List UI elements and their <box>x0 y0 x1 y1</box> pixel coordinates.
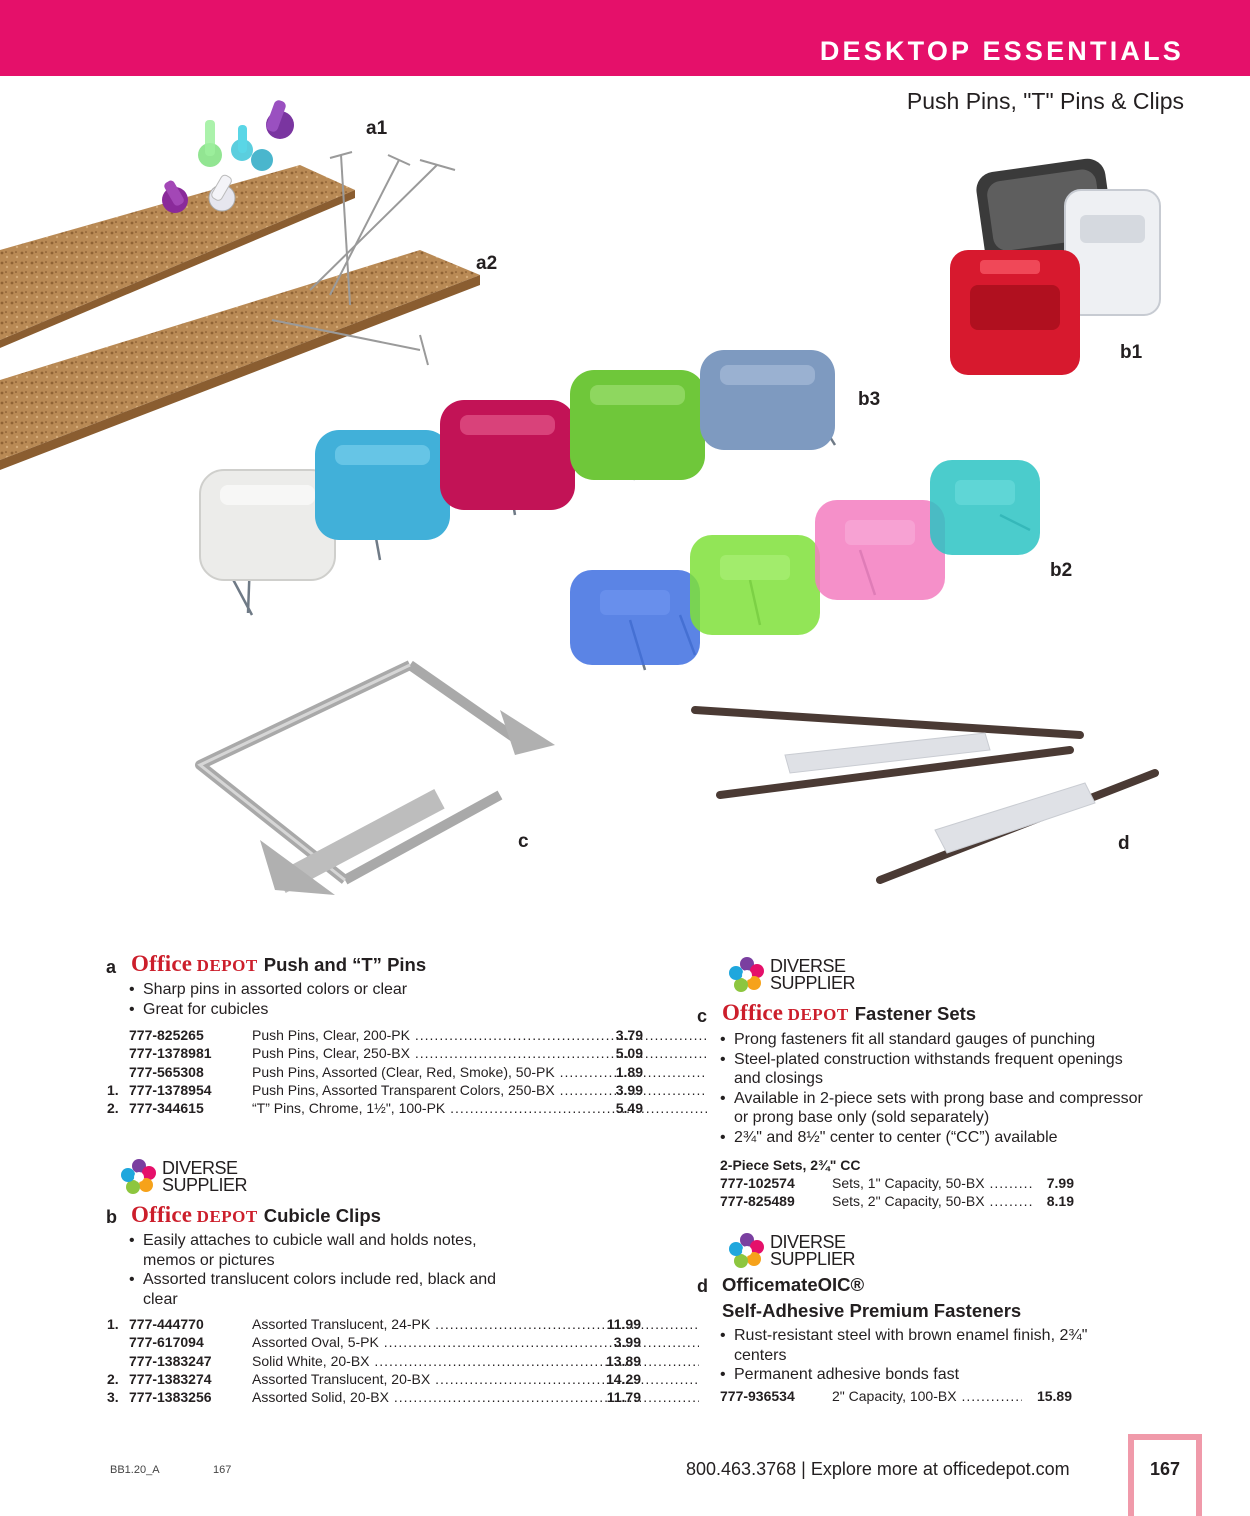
bullet: • Assorted translucent colors include red, black and clear <box>129 1270 524 1309</box>
sku-code: 777-1383274 <box>129 1370 212 1387</box>
fastener-set-c-photo <box>170 655 560 905</box>
sku-description: Push Pins, Assorted (Clear, Red, Smoke), 50-PK ..... <box>252 1063 707 1081</box>
office-depot-logo-office: Office <box>722 1000 784 1025</box>
sku-price: 7.99 <box>1046 1175 1074 1191</box>
label-d: d <box>1118 833 1130 854</box>
diverse-supplier-logo <box>120 1158 280 1198</box>
section-a-bullets <box>129 980 489 1019</box>
sku-row <box>107 1388 647 1406</box>
cubicle-clips-b1-photo <box>940 155 1180 385</box>
sku-code: 777-1383247 <box>129 1352 212 1369</box>
section-b-title: Cubicle Clips <box>263 1205 381 1226</box>
sku-description: Solid White, 20-BX ..... <box>252 1352 699 1370</box>
office-depot-logo-depot: DEPOT <box>196 956 258 975</box>
bullet: • Prong fasteners fit all standard gauges of punching <box>720 1030 1150 1050</box>
sku-code: 777-344615 <box>129 1100 204 1117</box>
diverse-supplier-logo <box>728 1232 888 1272</box>
sku-row <box>107 1352 647 1370</box>
header-banner <box>0 0 1250 76</box>
section-a-sku-table <box>107 1026 647 1117</box>
sku-code: 777-444770 <box>129 1316 204 1332</box>
section-c-sku-table <box>720 1174 1080 1211</box>
footer-small-page: 167 <box>213 1464 232 1476</box>
sku-row <box>107 1315 647 1333</box>
bullet: • Rust-resistant steel with brown enamel finish, 2¾" centers <box>720 1326 1100 1365</box>
office-depot-logo-office: Office <box>131 951 193 976</box>
section-c-heading <box>722 1000 976 1026</box>
footer-explore-link[interactable]: Explore more at officedepot.com <box>810 1459 1070 1479</box>
sku-row <box>107 1333 647 1351</box>
sku-price: 14.29 <box>605 1370 641 1387</box>
sku-number: 2. <box>107 1370 119 1387</box>
sku-row <box>107 1081 647 1099</box>
footer-code: BB1.20_A <box>110 1464 160 1476</box>
bullet: • Easily attaches to cubicle wall and holds notes, memos or pictures <box>129 1231 524 1270</box>
label-b1: b1 <box>1120 342 1143 363</box>
diverse-supplier-logo <box>728 956 888 996</box>
page-subtitle: Push Pins, "T" Pins & Clips <box>906 88 1184 114</box>
section-c-bullets <box>720 1030 1150 1147</box>
sku-number: 1. <box>107 1316 119 1332</box>
section-b-sku-table <box>107 1315 647 1406</box>
sku-row <box>107 1026 647 1044</box>
bullet: • 2¾" and 8½" center to center (“CC”) available <box>720 1128 1150 1148</box>
diverse-supplier-text <box>770 958 855 992</box>
sku-row <box>720 1387 1080 1405</box>
sku-code: 777-825265 <box>129 1027 204 1043</box>
sku-price: 1.89 <box>615 1063 643 1080</box>
label-b2: b2 <box>1050 560 1073 581</box>
sku-code: 777-617094 <box>129 1334 204 1351</box>
section-d-letter: d <box>697 1276 708 1296</box>
bullet: • Great for cubicles <box>129 1000 489 1020</box>
bullet: • Steel-plated construction withstands frequent openings and closings <box>720 1050 1150 1089</box>
office-depot-logo-office: Office <box>131 1202 193 1227</box>
sku-price: 11.79 <box>606 1389 641 1406</box>
sku-price: 5.09 <box>615 1045 643 1062</box>
section-d-title: Self-Adhesive Premium Fasteners <box>722 1300 1022 1321</box>
bullet: • Available in 2-piece sets with prong base and compressor or prong base only (sold separately) <box>720 1089 1150 1128</box>
sku-row <box>107 1063 647 1081</box>
sku-code: 777-1378981 <box>129 1045 212 1062</box>
section-c-letter: c <box>697 1006 708 1026</box>
section-b-heading <box>131 1202 381 1228</box>
diverse-line-1: DIVERSE <box>770 956 846 976</box>
sku-price: 3.99 <box>613 1334 641 1351</box>
sku-number: 2. <box>107 1100 119 1117</box>
sku-row <box>720 1192 1080 1210</box>
section-c-title: Fastener Sets <box>854 1003 977 1024</box>
sku-code: 777-825489 <box>720 1193 795 1210</box>
sku-row <box>720 1174 1080 1192</box>
office-depot-logo-depot: DEPOT <box>787 1005 849 1024</box>
footer-separator: | <box>801 1459 806 1479</box>
sku-description: Assorted Translucent, 20-BX ..... <box>252 1370 699 1388</box>
bullet: • Permanent adhesive bonds fast <box>720 1365 1100 1385</box>
sku-code: 777-1383256 <box>129 1389 212 1406</box>
office-depot-logo-depot: DEPOT <box>196 1207 258 1226</box>
diverse-supplier-text <box>770 1234 855 1268</box>
sku-price: 3.99 <box>615 1081 643 1098</box>
sku-description: “T” Pins, Chrome, 1½", 100-PK ..... <box>252 1099 707 1117</box>
sku-price: 8.19 <box>1046 1193 1074 1210</box>
diverse-line-2: SUPPLIER <box>770 973 856 993</box>
diverse-line-2: SUPPLIER <box>162 1175 248 1195</box>
section-d-brand: OfficemateOIC® <box>722 1274 865 1295</box>
diverse-supplier-text <box>162 1160 247 1194</box>
label-a1: a1 <box>366 118 388 139</box>
sku-description: Sets, 2" Capacity, 50-BX ..... <box>832 1192 1032 1210</box>
adhesive-fasteners-d-photo <box>685 695 1175 890</box>
footer-phone: 800.463.3768 <box>686 1459 797 1479</box>
section-a-heading <box>131 951 426 977</box>
diverse-supplier-icon <box>728 1232 766 1270</box>
sku-code: 777-102574 <box>720 1175 795 1191</box>
section-b-letter: b <box>106 1207 117 1227</box>
page-title: DESKTOP ESSENTIALS <box>819 36 1184 66</box>
diverse-line-1: DIVERSE <box>770 1232 846 1252</box>
sku-description: Assorted Oval, 5-PK ..... <box>252 1333 699 1351</box>
sku-code: 777-1378954 <box>129 1081 212 1098</box>
sku-description: Sets, 1" Capacity, 50-BX ..... <box>832 1174 1032 1192</box>
sku-number: 3. <box>107 1389 119 1406</box>
sku-price: 11.99 <box>606 1316 641 1332</box>
section-a-title: Push and “T” Pins <box>263 954 427 975</box>
sku-price: 3.79 <box>615 1027 643 1043</box>
section-a-letter: a <box>106 957 117 977</box>
page-number: 167 <box>1150 1459 1181 1479</box>
sku-row <box>107 1099 647 1117</box>
sku-price: 15.89 <box>1036 1388 1072 1404</box>
sku-number: 1. <box>107 1081 119 1098</box>
diverse-supplier-icon <box>120 1158 158 1196</box>
section-c-subhead: 2-Piece Sets, 2¾" CC <box>720 1157 861 1173</box>
sku-code: 777-936534 <box>720 1388 795 1404</box>
sku-description: Assorted Translucent, 24-PK ..... <box>252 1315 699 1333</box>
sku-row <box>107 1044 647 1062</box>
sku-description: Assorted Solid, 20-BX ..... <box>252 1388 699 1406</box>
label-b3: b3 <box>858 389 881 410</box>
sku-description: Push Pins, Clear, 250-BX ..... <box>252 1044 707 1062</box>
diverse-supplier-icon <box>728 956 766 994</box>
sku-description: 2" Capacity, 100-BX ..... <box>832 1387 1022 1405</box>
sku-description: Push Pins, Clear, 200-PK ..... <box>252 1026 707 1044</box>
section-b-bullets <box>129 1231 524 1309</box>
diverse-line-2: SUPPLIER <box>770 1249 856 1269</box>
section-d-bullets <box>720 1326 1100 1385</box>
section-d-sku-table <box>720 1387 1080 1405</box>
footer-contact <box>686 1459 1070 1480</box>
sku-row <box>107 1370 647 1388</box>
sku-description: Push Pins, Assorted Transparent Colors, 250-BX ..... <box>252 1081 707 1099</box>
sku-code: 777-565308 <box>129 1063 204 1080</box>
bullet: • Sharp pins in assorted colors or clear <box>129 980 489 1000</box>
sku-price: 13.89 <box>605 1352 641 1369</box>
sku-price: 5.49 <box>615 1100 643 1117</box>
label-c: c <box>518 831 529 852</box>
label-a2: a2 <box>476 253 498 274</box>
diverse-line-1: DIVERSE <box>162 1158 238 1178</box>
cubicle-clips-b2-photo <box>560 440 1040 685</box>
